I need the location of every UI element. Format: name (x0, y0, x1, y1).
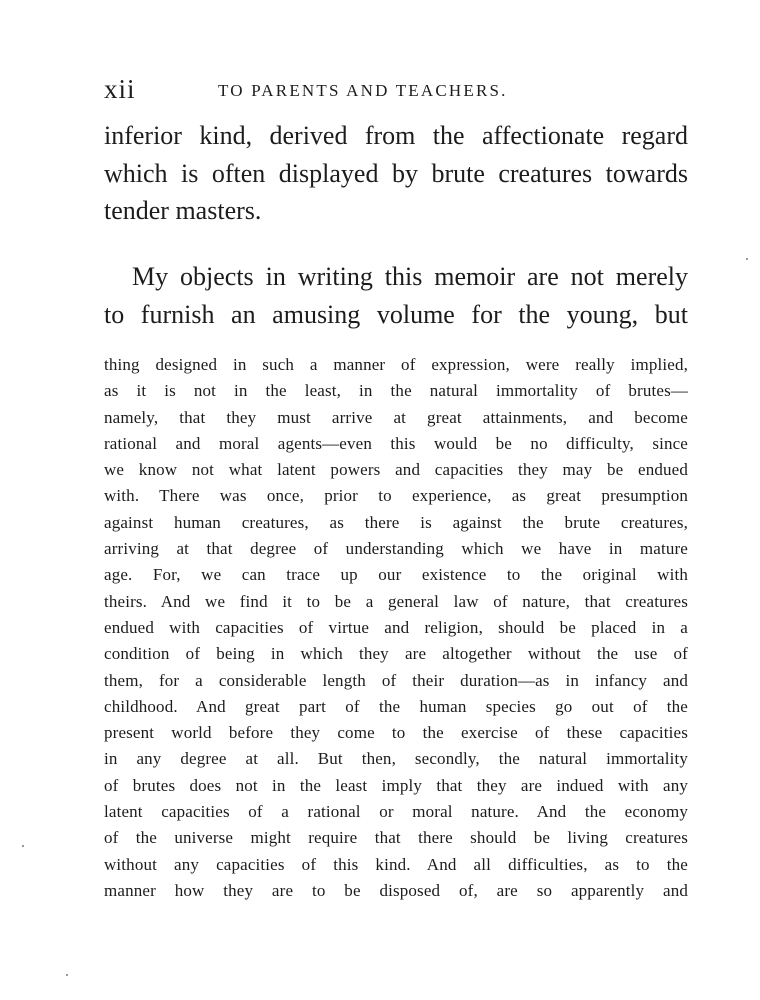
text-line: which is often displayed by brute creatures towards (104, 158, 688, 188)
footnote-line: manner how they are to be disposed of, are so apparently and (104, 880, 688, 900)
page-number: xii (104, 74, 136, 104)
footnote-line: condition of being in which they are altogether without the use of (104, 644, 688, 664)
footnote-line: thing designed in such a manner of expression, were really implied, (104, 355, 688, 374)
running-head: TO PARENTS AND TEACHERS. (218, 81, 508, 100)
text-line: to furnish an amusing volume for the young, but (104, 299, 688, 329)
paragraph-objects (104, 258, 688, 333)
footnote-line: them, for a considerable length of their duration—as in infancy and (104, 670, 688, 690)
paper-speck (66, 974, 68, 976)
footnote-line: arriving at that degree of understanding which we have in mature (104, 539, 688, 559)
footnote-line: theirs. And we find it to be a general law of nature, that creatures (104, 591, 688, 611)
footnote-line: with. There was once, prior to experience, as great presumption (104, 486, 688, 506)
footnote-line: against human creatures, as there is against the brute creatures, (104, 512, 688, 532)
footnote-line: endued with capacities of virtue and religion, should be placed in a (104, 617, 688, 637)
text-line: My objects in writing this memoir are not merely (132, 262, 688, 291)
paper-speck (22, 845, 24, 847)
text-line: tender masters. (104, 196, 262, 225)
footnote-line: we know not what latent powers and capacities they may be endued (104, 460, 688, 480)
footnote-text (104, 352, 688, 904)
paragraph-continued (104, 117, 688, 230)
footnote-line: of brutes does not in the least imply that they are indued with any (104, 775, 688, 795)
footnote-line: latent capacities of a rational or moral nature. And the economy (104, 802, 688, 822)
paper-speck (746, 258, 748, 260)
page-header (104, 74, 684, 104)
footnote-line: as it is not in the least, in the natural immortality of brutes— (104, 381, 688, 401)
footnote-line: without any capacities of this kind. And all difficulties, as to the (104, 854, 688, 874)
footnote-line: present world before they come to the exercise of these capacities (104, 723, 688, 743)
footnote-line: in any degree at all. But then, secondly, the natural immortality (104, 749, 688, 769)
text-line: inferior kind, derived from the affectionate regard (104, 121, 688, 150)
footnote-line: childhood. And great part of the human species go out of the (104, 696, 688, 716)
footnote-line: namely, that they must arrive at great attainments, and become (104, 407, 688, 427)
footnote-line: of the universe might require that there should be living creatures (104, 828, 688, 848)
footnote-line: rational and moral agents—even this would be no difficulty, since (104, 433, 688, 453)
footnote-line: age. For, we can trace up our existence to the original with (104, 565, 688, 585)
